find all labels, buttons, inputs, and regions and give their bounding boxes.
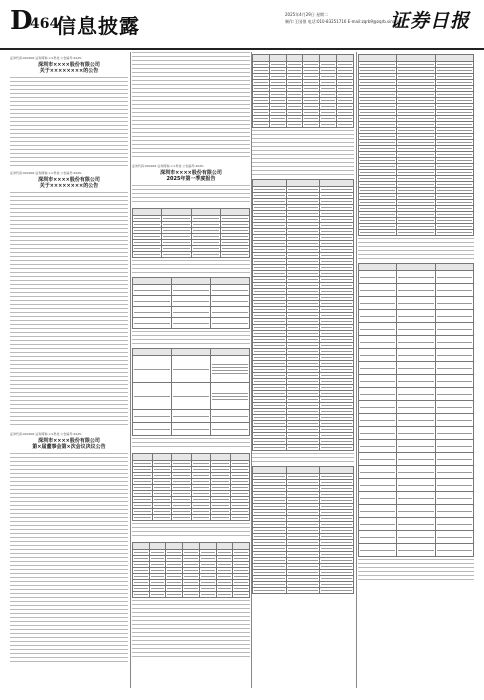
column-3 [252, 52, 354, 688]
article-header [10, 432, 128, 450]
article-body [132, 438, 250, 450]
article-body [132, 331, 250, 345]
stock-code-line: 证券代码:002902 证券简称:××科技 公告编号:2025- [10, 432, 83, 436]
article-body [132, 185, 250, 205]
financial-table [132, 208, 250, 258]
financial-table [132, 277, 250, 329]
article-body [132, 260, 250, 274]
newspaper-logo: 证券日报 [389, 10, 470, 32]
date-line: 2025年4月29日 星期二 [285, 12, 329, 17]
editor-contact-line: 制作:王国推 电话:010-83251716 E-mail:zqrb9@zqrb.sina.net [285, 19, 404, 24]
section-letter: D [10, 6, 33, 36]
shareholder-table [132, 453, 250, 521]
financial-table [132, 542, 250, 598]
company-name: 深圳市××××股份有限公司 [38, 62, 100, 68]
page-number: 464 [30, 16, 60, 32]
column-4 [358, 52, 474, 688]
financial-table [252, 54, 354, 128]
company-name: 深圳市××××股份有限公司 [38, 177, 100, 183]
section-title: 信息披露 [56, 14, 140, 38]
balance-sheet-table [252, 179, 354, 451]
article-body [132, 52, 250, 160]
article-title: 第×届董事会第×次会议决议公告 [32, 444, 106, 450]
column-divider [356, 52, 357, 688]
column-1 [10, 52, 128, 688]
article-body [132, 600, 250, 660]
article-title: 关于××××××××的公告 [39, 68, 99, 74]
parent-company-table [358, 263, 474, 557]
column-divider [130, 52, 131, 688]
column-2 [132, 52, 250, 688]
income-statement-table [252, 466, 354, 594]
article-body [252, 453, 354, 463]
article-header [10, 171, 128, 189]
company-name: 深圳市××××股份有限公司 [160, 170, 222, 176]
page-header [0, 0, 484, 50]
article-body [358, 559, 474, 583]
article-header [10, 56, 128, 74]
cash-flow-table [358, 54, 474, 236]
article-body [132, 523, 250, 539]
article-body [358, 238, 474, 260]
article-header [132, 164, 250, 182]
article-title: 关于××××××××的公告 [39, 183, 99, 189]
article-body [10, 192, 128, 428]
company-name: 深圳市××××股份有限公司 [38, 438, 100, 444]
financial-table [132, 348, 250, 436]
stock-code-line: 证券代码:002902 证券简称:××科技 公告编号:2025- [132, 164, 205, 168]
stock-code-line: 证券代码:002902 证券简称:××科技 公告编号:2025- [10, 56, 83, 60]
article-body [252, 130, 354, 176]
article-title: 2025年第一季度报告 [166, 176, 216, 182]
stock-code-line: 证券代码:002902 证券简称:××科技 公告编号:2025- [10, 171, 83, 175]
article-body [10, 77, 128, 167]
article-body [10, 453, 128, 663]
